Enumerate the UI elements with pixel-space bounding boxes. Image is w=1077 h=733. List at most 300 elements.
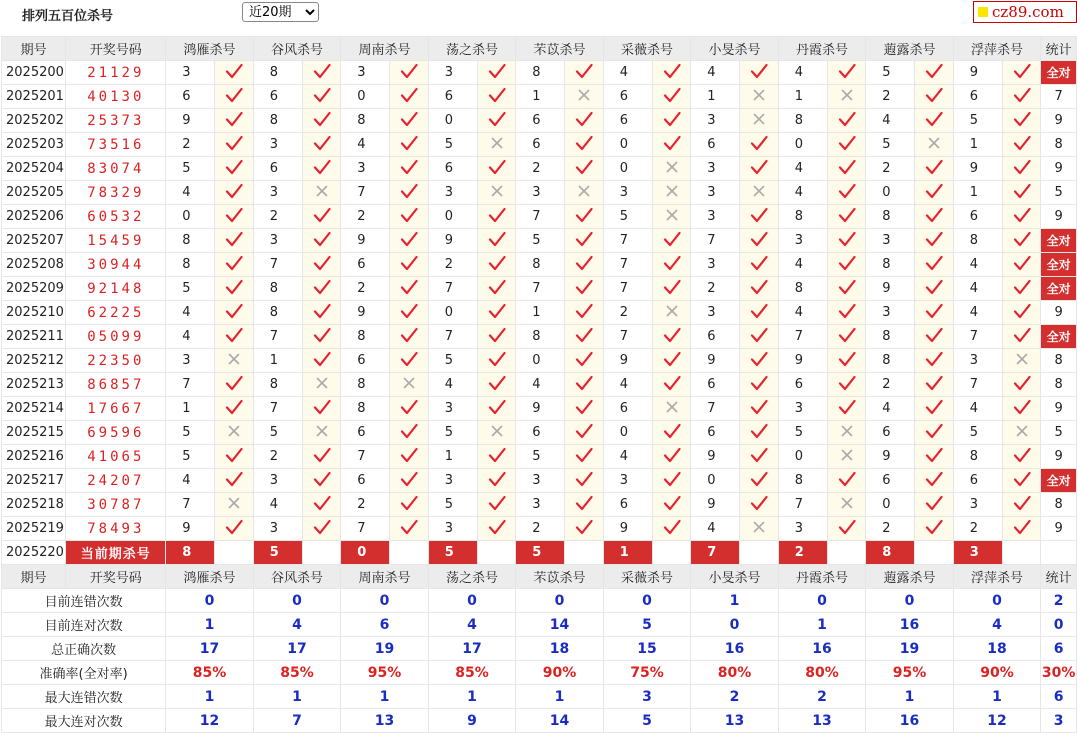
check-icon <box>575 519 593 535</box>
check-icon <box>925 519 943 535</box>
check-icon <box>750 447 768 463</box>
correct-mark-cell <box>390 181 428 205</box>
correct-mark-cell <box>1002 397 1040 421</box>
summary-value: 1 <box>428 685 516 709</box>
check-icon <box>925 327 943 343</box>
check-icon <box>663 111 681 127</box>
correct-mark-cell <box>477 373 515 397</box>
summary-value: 1 <box>166 685 254 709</box>
period-cell: 2025206 <box>2 205 66 229</box>
table-row <box>2 517 1077 541</box>
header-expert: 鸿雁杀号 <box>166 37 254 61</box>
kill-number-cell: 4 <box>691 517 740 541</box>
stat-cell: 9 <box>1041 517 1077 541</box>
wrong-mark-cell <box>565 181 603 205</box>
check-icon <box>400 447 418 463</box>
current-kill-number: 5 <box>428 541 477 565</box>
correct-mark-cell <box>302 397 340 421</box>
wrong-mark-cell <box>390 373 428 397</box>
kill-number-cell: 3 <box>778 229 827 253</box>
summary-value: 90% <box>953 661 1041 685</box>
kill-number-cell: 5 <box>866 133 915 157</box>
stat-cell: 7 <box>1041 85 1077 109</box>
check-icon <box>1013 519 1031 535</box>
summary-value: 15 <box>603 637 691 661</box>
kill-number-cell: 5 <box>953 109 1002 133</box>
check-icon <box>488 399 506 415</box>
kill-number-cell: 4 <box>166 301 215 325</box>
current-blank-cell <box>740 541 778 565</box>
cross-icon <box>226 351 242 367</box>
summary-value: 4 <box>428 613 516 637</box>
stat-cell: 5 <box>1041 421 1077 445</box>
check-icon <box>488 495 506 511</box>
check-icon <box>575 327 593 343</box>
logo-text: cz89.com <box>992 3 1064 21</box>
summary-value: 0 <box>166 589 254 613</box>
period-range-select[interactable] <box>242 2 319 22</box>
check-icon <box>838 183 856 199</box>
correct-mark-cell <box>302 469 340 493</box>
current-blank-cell <box>565 541 603 565</box>
kill-number-cell: 8 <box>866 205 915 229</box>
check-icon <box>400 399 418 415</box>
kill-number-cell: 5 <box>603 205 652 229</box>
summary-value: 5 <box>603 709 691 733</box>
kill-number-cell: 6 <box>516 421 565 445</box>
summary-value: 1 <box>778 613 866 637</box>
kill-number-cell: 4 <box>691 61 740 85</box>
check-icon <box>225 327 243 343</box>
check-icon <box>313 351 331 367</box>
check-icon <box>400 303 418 319</box>
correct-mark-cell <box>565 301 603 325</box>
check-icon <box>488 111 506 127</box>
summary-value: 0 <box>516 589 604 613</box>
cross-icon <box>751 87 767 103</box>
correct-mark-cell <box>740 61 778 85</box>
table-row <box>2 373 1077 397</box>
correct-mark-cell <box>1002 517 1040 541</box>
check-icon <box>488 87 506 103</box>
kill-number-cell: 7 <box>603 229 652 253</box>
kill-number-cell: 1 <box>166 397 215 421</box>
summary-label: 准确率(全对率) <box>2 661 166 685</box>
check-icon <box>925 303 943 319</box>
check-icon <box>575 231 593 247</box>
kill-number-cell: 1 <box>953 181 1002 205</box>
kill-number-cell: 8 <box>341 109 390 133</box>
kill-number-cell: 5 <box>516 229 565 253</box>
correct-mark-cell <box>390 301 428 325</box>
kill-number-cell: 3 <box>691 181 740 205</box>
kill-number-cell: 3 <box>253 181 302 205</box>
correct-mark-cell <box>915 373 953 397</box>
check-icon <box>313 519 331 535</box>
header-expert: 鸿雁杀号 <box>166 565 254 589</box>
kill-number-cell: 3 <box>516 181 565 205</box>
kill-number-cell: 6 <box>253 157 302 181</box>
check-icon <box>575 255 593 271</box>
check-icon <box>400 135 418 151</box>
draw-numbers-cell: 73516 <box>66 133 166 157</box>
check-icon <box>575 495 593 511</box>
summary-row <box>2 685 1077 709</box>
page-title: 排列五百位杀号 <box>22 9 114 24</box>
kill-number-cell: 4 <box>778 157 827 181</box>
check-icon <box>313 87 331 103</box>
check-icon <box>663 375 681 391</box>
check-icon <box>225 87 243 103</box>
check-icon <box>838 111 856 127</box>
cross-icon <box>1014 351 1030 367</box>
wrong-mark-cell <box>740 181 778 205</box>
summary-value: 85% <box>253 661 341 685</box>
check-icon <box>400 327 418 343</box>
period-cell: 2025218 <box>2 493 66 517</box>
check-icon <box>225 375 243 391</box>
check-icon <box>925 111 943 127</box>
kill-number-cell: 0 <box>866 493 915 517</box>
header-expert: 浮萍杀号 <box>953 37 1041 61</box>
summary-label: 最大连错次数 <box>2 685 166 709</box>
kill-number-cell: 3 <box>603 469 652 493</box>
correct-mark-cell <box>390 277 428 301</box>
kill-number-cell: 1 <box>691 85 740 109</box>
summary-value: 16 <box>866 709 954 733</box>
kill-number-cell: 0 <box>516 349 565 373</box>
check-icon <box>1013 375 1031 391</box>
check-icon <box>1013 447 1031 463</box>
kill-number-cell: 9 <box>166 109 215 133</box>
summary-label: 目前连对次数 <box>2 613 166 637</box>
check-icon <box>488 327 506 343</box>
correct-mark-cell <box>915 325 953 349</box>
summary-value: 17 <box>166 637 254 661</box>
check-icon <box>1013 495 1031 511</box>
check-icon <box>575 63 593 79</box>
correct-mark-cell <box>565 157 603 181</box>
kill-number-cell: 7 <box>341 517 390 541</box>
summary-value: 0 <box>953 589 1041 613</box>
kill-number-cell: 0 <box>778 133 827 157</box>
kill-number-cell: 3 <box>341 157 390 181</box>
correct-mark-cell <box>565 253 603 277</box>
site-logo[interactable] <box>973 1 1077 23</box>
correct-mark-cell <box>215 181 253 205</box>
stat-cell: 8 <box>1041 349 1077 373</box>
correct-mark-cell <box>915 253 953 277</box>
summary-value: 13 <box>778 709 866 733</box>
correct-mark-cell <box>215 157 253 181</box>
check-icon <box>838 351 856 367</box>
check-icon <box>750 135 768 151</box>
kill-number-cell: 2 <box>866 373 915 397</box>
cross-icon <box>314 375 330 391</box>
header-stat: 统计 <box>1041 565 1077 589</box>
kill-number-cell: 5 <box>516 445 565 469</box>
correct-mark-cell <box>740 205 778 229</box>
check-icon <box>750 327 768 343</box>
correct-mark-cell <box>827 157 865 181</box>
correct-mark-cell <box>652 493 690 517</box>
correct-mark-cell <box>1002 325 1040 349</box>
kill-number-cell: 7 <box>778 493 827 517</box>
draw-numbers-cell: 62225 <box>66 301 166 325</box>
summary-value: 13 <box>341 709 429 733</box>
correct-mark-cell <box>1002 277 1040 301</box>
cross-icon <box>664 159 680 175</box>
cross-icon <box>751 519 767 535</box>
correct-mark-cell <box>740 469 778 493</box>
kill-number-cell: 5 <box>166 157 215 181</box>
correct-mark-cell <box>390 349 428 373</box>
table-row <box>2 493 1077 517</box>
check-icon <box>838 159 856 175</box>
summary-value: 75% <box>603 661 691 685</box>
correct-mark-cell <box>740 373 778 397</box>
check-icon <box>400 87 418 103</box>
correct-mark-cell <box>915 85 953 109</box>
check-icon <box>925 159 943 175</box>
kill-number-cell: 7 <box>341 445 390 469</box>
kill-number-cell: 7 <box>166 373 215 397</box>
correct-mark-cell <box>827 325 865 349</box>
top-bar <box>0 0 1077 35</box>
summary-value: 0 <box>428 589 516 613</box>
table-row <box>2 397 1077 421</box>
summary-value: 14 <box>516 709 604 733</box>
kill-number-cell: 6 <box>253 85 302 109</box>
kill-number-cell: 5 <box>866 61 915 85</box>
correct-mark-cell <box>477 445 515 469</box>
correct-mark-cell <box>915 157 953 181</box>
current-period-row <box>2 541 1077 565</box>
correct-mark-cell <box>477 277 515 301</box>
correct-mark-cell <box>827 181 865 205</box>
check-icon <box>925 183 943 199</box>
header-expert: 丹霞杀号 <box>778 565 866 589</box>
correct-mark-cell <box>827 205 865 229</box>
header-expert: 谷风杀号 <box>253 37 341 61</box>
check-icon <box>313 231 331 247</box>
kill-number-cell: 4 <box>778 301 827 325</box>
cross-icon <box>314 183 330 199</box>
kill-number-cell: 3 <box>691 253 740 277</box>
correct-mark-cell <box>477 301 515 325</box>
period-cell: 2025201 <box>2 85 66 109</box>
kill-number-cell: 6 <box>341 421 390 445</box>
correct-mark-cell <box>827 373 865 397</box>
kill-number-cell: 6 <box>341 469 390 493</box>
check-icon <box>575 375 593 391</box>
cross-icon <box>926 135 942 151</box>
kill-number-cell: 6 <box>516 109 565 133</box>
stat-cell: 8 <box>1041 373 1077 397</box>
kill-number-cell: 8 <box>341 373 390 397</box>
check-icon <box>575 159 593 175</box>
header-expert: 芣苡杀号 <box>516 565 604 589</box>
summary-value: 19 <box>866 637 954 661</box>
correct-mark-cell <box>302 493 340 517</box>
kill-number-cell: 8 <box>166 229 215 253</box>
check-icon <box>838 375 856 391</box>
period-cell: 2025204 <box>2 157 66 181</box>
kill-number-cell: 0 <box>603 421 652 445</box>
current-kill-number: 8 <box>166 541 215 565</box>
summary-value: 95% <box>341 661 429 685</box>
wrong-mark-cell <box>565 85 603 109</box>
correct-mark-cell <box>565 61 603 85</box>
correct-mark-cell <box>565 517 603 541</box>
correct-mark-cell <box>390 517 428 541</box>
kill-number-cell: 9 <box>341 229 390 253</box>
kill-number-cell: 7 <box>603 325 652 349</box>
cross-icon <box>576 87 592 103</box>
wrong-mark-cell <box>827 445 865 469</box>
kill-number-cell: 4 <box>866 109 915 133</box>
period-cell: 2025213 <box>2 373 66 397</box>
correct-mark-cell <box>827 133 865 157</box>
correct-mark-cell <box>740 421 778 445</box>
cross-icon <box>839 423 855 439</box>
kill-number-cell: 3 <box>691 301 740 325</box>
kill-number-cell: 6 <box>428 157 477 181</box>
cross-icon <box>489 135 505 151</box>
correct-mark-cell <box>215 373 253 397</box>
kill-number-cell: 6 <box>603 397 652 421</box>
check-icon <box>225 519 243 535</box>
kill-number-cell: 6 <box>953 469 1002 493</box>
correct-mark-cell <box>565 325 603 349</box>
cross-icon <box>489 183 505 199</box>
kill-number-cell: 7 <box>516 205 565 229</box>
check-icon <box>400 423 418 439</box>
correct-mark-cell <box>215 469 253 493</box>
kill-number-cell: 4 <box>253 493 302 517</box>
correct-mark-cell <box>827 349 865 373</box>
correct-mark-cell <box>565 421 603 445</box>
check-icon <box>925 375 943 391</box>
correct-mark-cell <box>827 253 865 277</box>
kill-number-cell: 6 <box>341 253 390 277</box>
kill-number-cell: 6 <box>691 421 740 445</box>
header-expert: 周南杀号 <box>341 37 429 61</box>
correct-mark-cell <box>652 445 690 469</box>
check-icon <box>1013 255 1031 271</box>
cross-icon <box>576 183 592 199</box>
kill-number-cell: 9 <box>603 517 652 541</box>
header-expert: 浮萍杀号 <box>953 565 1041 589</box>
cross-icon <box>489 423 505 439</box>
summary-stat-value: 30% <box>1041 661 1077 685</box>
draw-numbers-cell: 25373 <box>66 109 166 133</box>
kill-number-cell: 3 <box>428 517 477 541</box>
correct-mark-cell <box>1002 229 1040 253</box>
table-row <box>2 205 1077 229</box>
table-row <box>2 229 1077 253</box>
kill-number-cell: 6 <box>866 469 915 493</box>
summary-value: 14 <box>516 613 604 637</box>
check-icon <box>575 447 593 463</box>
kill-number-cell: 5 <box>428 421 477 445</box>
kill-number-cell: 3 <box>253 517 302 541</box>
wrong-mark-cell <box>1002 421 1040 445</box>
correct-mark-cell <box>740 349 778 373</box>
check-icon <box>488 231 506 247</box>
check-icon <box>1013 279 1031 295</box>
draw-numbers-cell: 41065 <box>66 445 166 469</box>
table-row <box>2 109 1077 133</box>
check-icon <box>663 135 681 151</box>
correct-mark-cell <box>565 397 603 421</box>
kill-number-cell: 7 <box>428 325 477 349</box>
header-numbers: 开奖号码 <box>66 37 166 61</box>
correct-mark-cell <box>390 253 428 277</box>
kill-number-cell: 4 <box>953 397 1002 421</box>
correct-mark-cell <box>1002 157 1040 181</box>
summary-value: 0 <box>603 589 691 613</box>
kill-number-cell: 6 <box>778 373 827 397</box>
correct-mark-cell <box>1002 109 1040 133</box>
kill-number-cell: 7 <box>516 277 565 301</box>
check-icon <box>663 423 681 439</box>
kill-number-cell: 8 <box>953 229 1002 253</box>
summary-value: 17 <box>428 637 516 661</box>
kill-number-cell: 6 <box>428 85 477 109</box>
correct-mark-cell <box>390 133 428 157</box>
check-icon <box>225 183 243 199</box>
wrong-mark-cell <box>302 421 340 445</box>
correct-mark-cell <box>915 301 953 325</box>
check-icon <box>575 207 593 223</box>
kill-number-cell: 3 <box>866 229 915 253</box>
kill-number-cell: 5 <box>166 277 215 301</box>
stat-cell: 9 <box>1041 205 1077 229</box>
kill-number-cell: 3 <box>866 301 915 325</box>
summary-value: 13 <box>691 709 779 733</box>
kill-number-cell: 6 <box>953 205 1002 229</box>
summary-value: 2 <box>691 685 779 709</box>
kill-number-cell: 0 <box>341 85 390 109</box>
summary-row <box>2 709 1077 733</box>
kill-number-cell: 8 <box>778 469 827 493</box>
kill-number-cell: 2 <box>866 157 915 181</box>
check-icon <box>225 447 243 463</box>
kill-number-cell: 9 <box>603 349 652 373</box>
summary-value: 80% <box>778 661 866 685</box>
check-icon <box>838 279 856 295</box>
check-icon <box>838 471 856 487</box>
check-icon <box>1013 87 1031 103</box>
check-icon <box>663 327 681 343</box>
correct-mark-cell <box>390 397 428 421</box>
kill-number-cell: 2 <box>691 277 740 301</box>
correct-mark-cell <box>390 157 428 181</box>
kill-number-cell: 3 <box>166 61 215 85</box>
check-icon <box>1013 399 1031 415</box>
period-cell: 2025203 <box>2 133 66 157</box>
kill-number-cell: 0 <box>428 301 477 325</box>
wrong-mark-cell <box>477 181 515 205</box>
check-icon <box>488 447 506 463</box>
correct-mark-cell <box>652 61 690 85</box>
check-icon <box>750 495 768 511</box>
kill-number-cell: 8 <box>253 109 302 133</box>
kill-number-cell: 3 <box>166 349 215 373</box>
wrong-mark-cell <box>215 421 253 445</box>
check-icon <box>488 255 506 271</box>
